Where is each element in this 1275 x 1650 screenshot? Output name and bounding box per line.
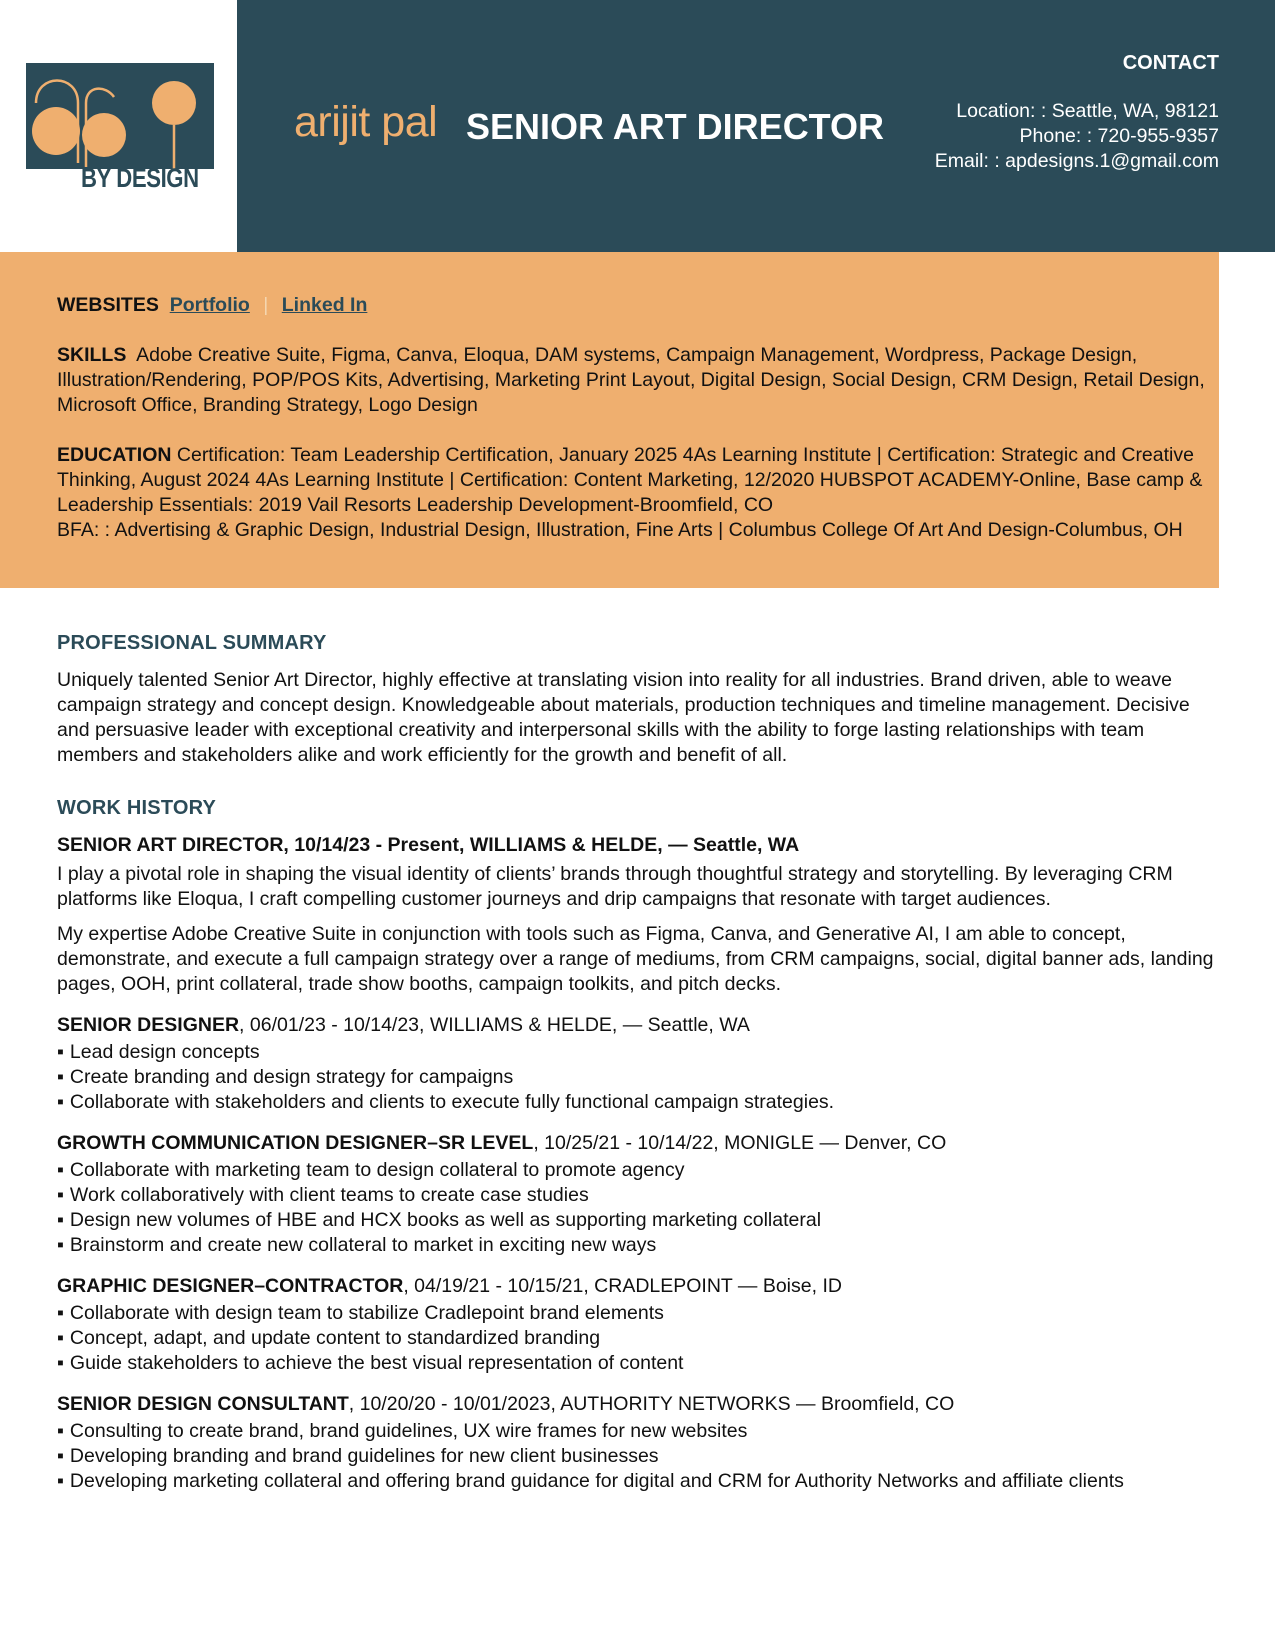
job-meta: , 10/25/21 - 10/14/22, MONIGLE — Denver, CO bbox=[533, 1132, 947, 1154]
job-heading bbox=[57, 1392, 1227, 1417]
list-item: ▪ Concept, adapt, and update content to standardized branding bbox=[57, 1326, 1227, 1351]
candidate-role: SENIOR ART DIRECTOR bbox=[466, 106, 885, 147]
job-meta: , 06/01/23 - 10/14/23, WILLIAMS & HELDE, — Seattle, WA bbox=[239, 1014, 750, 1036]
job-title: GRAPHIC DESIGNER–CONTRACTOR bbox=[57, 1275, 404, 1297]
job-meta: , 04/19/21 - 10/15/21, CRADLEPOINT — Boise, ID bbox=[403, 1275, 842, 1297]
education-text: Certification: Team Leadership Certification, January 2025 4As Learning Institute | Certification: Strategic and Creative Thinking, August 2024 4As Learning Institute | Certification: Content Marketing, 12/2020 HUBSPOT ACADEMY-Online, Base camp & Leadership Essentials: 2019 Vail Resorts Leadership Development-Broomfield, CO bbox=[57, 444, 1203, 516]
work-history-title: WORK HISTORY bbox=[57, 797, 217, 819]
list-item: ▪ Lead design concepts bbox=[57, 1040, 1227, 1065]
list-item: ▪ Work collaboratively with client teams to create case studies bbox=[57, 1183, 1227, 1208]
job-bullets bbox=[57, 1301, 1227, 1376]
contact-location: Location: : Seattle, WA, 98121 bbox=[956, 100, 1219, 122]
job-heading bbox=[57, 1013, 1227, 1038]
main-content bbox=[57, 631, 1227, 1510]
list-item: ▪ Design new volumes of HBE and HCX books as well as supporting marketing collateral bbox=[57, 1208, 1227, 1233]
education-block bbox=[57, 443, 1207, 543]
list-item: ▪ Developing branding and brand guidelines for new client businesses bbox=[57, 1444, 1227, 1469]
summary-text: Uniquely talented Senior Art Director, highly effective at translating vision into reality for all industries. Brand driven, able to weave campaign strategy and concept design. Knowledgeable about materials, production techniques and timeline management. Decisive and persuasive leader with exceptional creativity and interpersonal skills with the ability to forge lasting relationships with team members and stakeholders alike and work efficiently for the growth and benefit of all. bbox=[57, 669, 1190, 766]
job-title: SENIOR DESIGNER bbox=[57, 1014, 240, 1036]
job-title: GROWTH COMMUNICATION DESIGNER–SR LEVEL bbox=[57, 1132, 534, 1154]
contact-phone: Phone: : 720-955-9357 bbox=[1019, 125, 1219, 147]
skills-label: SKILLS bbox=[57, 344, 127, 366]
list-item: ▪ Collaborate with stakeholders and clients to execute fully functional campaign strategies. bbox=[57, 1090, 1227, 1115]
contact-title: CONTACT bbox=[1122, 52, 1219, 74]
job-bullets bbox=[57, 1158, 1227, 1258]
job-senior-design-consultant bbox=[57, 1392, 1227, 1494]
contact-block bbox=[935, 52, 1219, 174]
education-label: EDUCATION bbox=[57, 444, 172, 466]
list-item: ▪ Create branding and design strategy for campaigns bbox=[57, 1065, 1227, 1090]
job-heading bbox=[57, 1131, 1227, 1156]
websites-separator: | bbox=[263, 294, 269, 316]
job-senior-art-director bbox=[57, 833, 1227, 997]
info-band bbox=[0, 252, 1219, 588]
portfolio-link[interactable]: Portfolio bbox=[169, 294, 250, 316]
candidate-name: arijit pal bbox=[294, 98, 438, 146]
logo bbox=[26, 63, 216, 195]
job-heading bbox=[57, 1274, 1227, 1299]
websites-row bbox=[57, 293, 1207, 318]
list-item: ▪ Consulting to create brand, brand guidelines, UX wire frames for new websites bbox=[57, 1419, 1227, 1444]
logo-text: BY DESIGN bbox=[81, 163, 199, 193]
websites-label: WEBSITES bbox=[57, 294, 159, 316]
job-growth-communication-designer bbox=[57, 1131, 1227, 1258]
job-bullets bbox=[57, 1419, 1227, 1494]
job-meta: , 10/20/20 - 10/01/2023, AUTHORITY NETWORKS — Broomfield, CO bbox=[348, 1393, 955, 1415]
job-senior-designer bbox=[57, 1013, 1227, 1115]
job-bullets bbox=[57, 1040, 1227, 1115]
contact-email[interactable]: Email: : apdesigns.1@gmail.com bbox=[934, 150, 1219, 172]
list-item: ▪ Collaborate with design team to stabilize Cradlepoint brand elements bbox=[57, 1301, 1227, 1326]
logo-mark-icon bbox=[26, 63, 216, 173]
skills-block bbox=[57, 343, 1207, 418]
linkedin-link[interactable]: Linked In bbox=[281, 294, 368, 316]
list-item: ▪ Brainstorm and create new collateral to market in exciting new ways bbox=[57, 1233, 1227, 1258]
summary-title: PROFESSIONAL SUMMARY bbox=[57, 632, 327, 654]
job-paragraph: I play a pivotal role in shaping the visual identity of clients’ brands through thoughtful strategy and storytelling. By leveraging CRM platforms like Eloqua, I craft compelling customer journeys and drip campaigns that resonate with target audiences. bbox=[57, 863, 1173, 910]
job-paragraph: My expertise Adobe Creative Suite in conjunction with tools such as Figma, Canva, and Generative AI, I am able to concept, demonstrate, and execute a full campaign strategy over a range of mediums, from CRM campaigns, social, digital banner ads, landing pages, OOH, print collateral, trade show booths, campaign toolkits, and pitch decks. bbox=[57, 923, 1214, 995]
list-item: ▪ Collaborate with marketing team to design collateral to promote agency bbox=[57, 1158, 1227, 1183]
list-item: ▪ Guide stakeholders to achieve the best visual representation of content bbox=[57, 1351, 1227, 1376]
education-bfa: BFA: : Advertising & Graphic Design, Industrial Design, Illustration, Fine Arts | Columbus College Of Art And Design-Columbus, OH bbox=[57, 519, 1183, 541]
job-graphic-designer-contractor bbox=[57, 1274, 1227, 1376]
skills-text: Adobe Creative Suite, Figma, Canva, Eloqua, DAM systems, Campaign Management, Wordpress, Package Design, Illustration/Rendering, POP/POS Kits, Advertising, Marketing Print Layout, Digital Design, Social Design, CRM Design, Retail Design, Microsoft Office, Branding Strategy, Logo Design bbox=[57, 344, 1205, 416]
job-heading: SENIOR ART DIRECTOR, 10/14/23 - Present, WILLIAMS & HELDE, — Seattle, WA bbox=[57, 834, 800, 856]
job-title: SENIOR DESIGN CONSULTANT bbox=[57, 1393, 349, 1415]
list-item: ▪ Developing marketing collateral and offering brand guidance for digital and CRM for Authority Networks and affiliate clients bbox=[57, 1469, 1227, 1494]
